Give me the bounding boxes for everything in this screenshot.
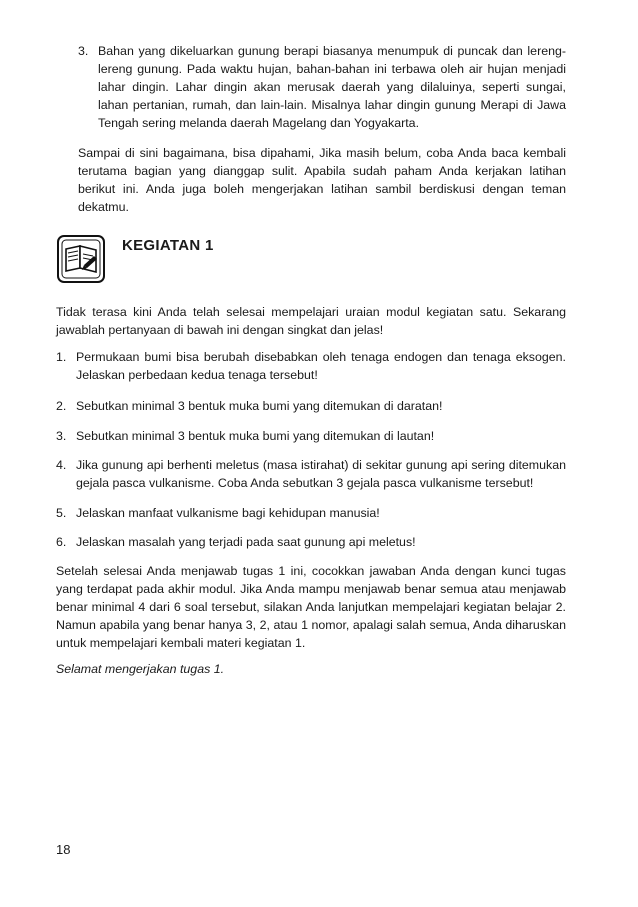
- activity-title: KEGIATAN 1: [122, 237, 214, 254]
- question-text: Jelaskan masalah yang terjadi pada saat gunung api meletus!: [76, 535, 416, 549]
- intro-item-text: Bahan yang dikeluarkan gunung berapi biasanya menumpuk di puncak dan lereng-lereng gunung. Pada waktu hujan, bahan-bahan ini terbawa oleh air hujan menjadi lahar dingin. Lahar dingin akan merusak daerah yang dilaluinya, seperti sungai, lahan pertanian, rumah, dan lain-lain. Misalnya lahar dingin gunung Merapi di Jawa Tengah sering melanda daerah Magelang dan Yogyakarta.: [98, 44, 566, 130]
- activity-instruction: Tidak terasa kini Anda telah selesai mempelajari uraian modul kegiatan satu. Sekarang jawablah pertanyaan di bawah ini dengan singkat dan jelas!: [56, 305, 566, 337]
- evaluation-paragraph: Setelah selesai Anda menjawab tugas 1 ini, cocokkan jawaban Anda dengan kunci tugas yang terdapat pada akhir modul. Jika Anda mampu menjawab benar semua atau menjawab benar minimal 4 dari 6 soal tersebut, silakan Anda lanjutkan mempelajari kegiatan belajar 2. Namun apabila yang benar hanya 3, 2, atau 1 nomor, apalagi salah semua, Anda diharuskan untuk mempelajari kembali materi kegiatan 1.: [56, 564, 566, 650]
- question-text: Jika gunung api berhenti meletus (masa istirahat) di sekitar gunung api sering ditemukan gejala pasca vulkanisme. Coba Anda sebutkan 3 gejala pasca vulkanisme tersebut!: [76, 458, 566, 490]
- question-number: 1.: [56, 350, 67, 364]
- question-number: 6.: [56, 535, 67, 549]
- question-text: Jelaskan manfaat vulkanisme bagi kehidupan manusia!: [76, 506, 380, 520]
- question-number: 5.: [56, 506, 67, 520]
- question-text: Permukaan bumi bisa berubah disebabkan oleh tenaga endogen dan tenaga eksogen. Jelaskan perbedaan kedua tenaga tersebut!: [76, 350, 566, 382]
- question-number: 4.: [56, 458, 67, 472]
- question-number: 2.: [56, 399, 67, 413]
- intro-item-number: 3.: [78, 44, 89, 58]
- book-pencil-icon: [56, 234, 106, 284]
- page-number: 18: [56, 842, 71, 857]
- closing-note: Selamat mengerjakan tugas 1.: [56, 662, 225, 676]
- question-number: 3.: [56, 429, 67, 443]
- question-text: Sebutkan minimal 3 bentuk muka bumi yang ditemukan di daratan!: [76, 399, 443, 413]
- question-text: Sebutkan minimal 3 bentuk muka bumi yang ditemukan di lautan!: [76, 429, 435, 443]
- intro-paragraph: Sampai di sini bagaimana, bisa dipahami, Jika masih belum, coba Anda baca kembali terutama bagian yang dianggap sulit. Apabila sudah paham Anda kerjakan latihan berikut ini. Anda juga boleh mengerjakan latihan sambil berdiskusi dengan teman dekatmu.: [78, 146, 566, 214]
